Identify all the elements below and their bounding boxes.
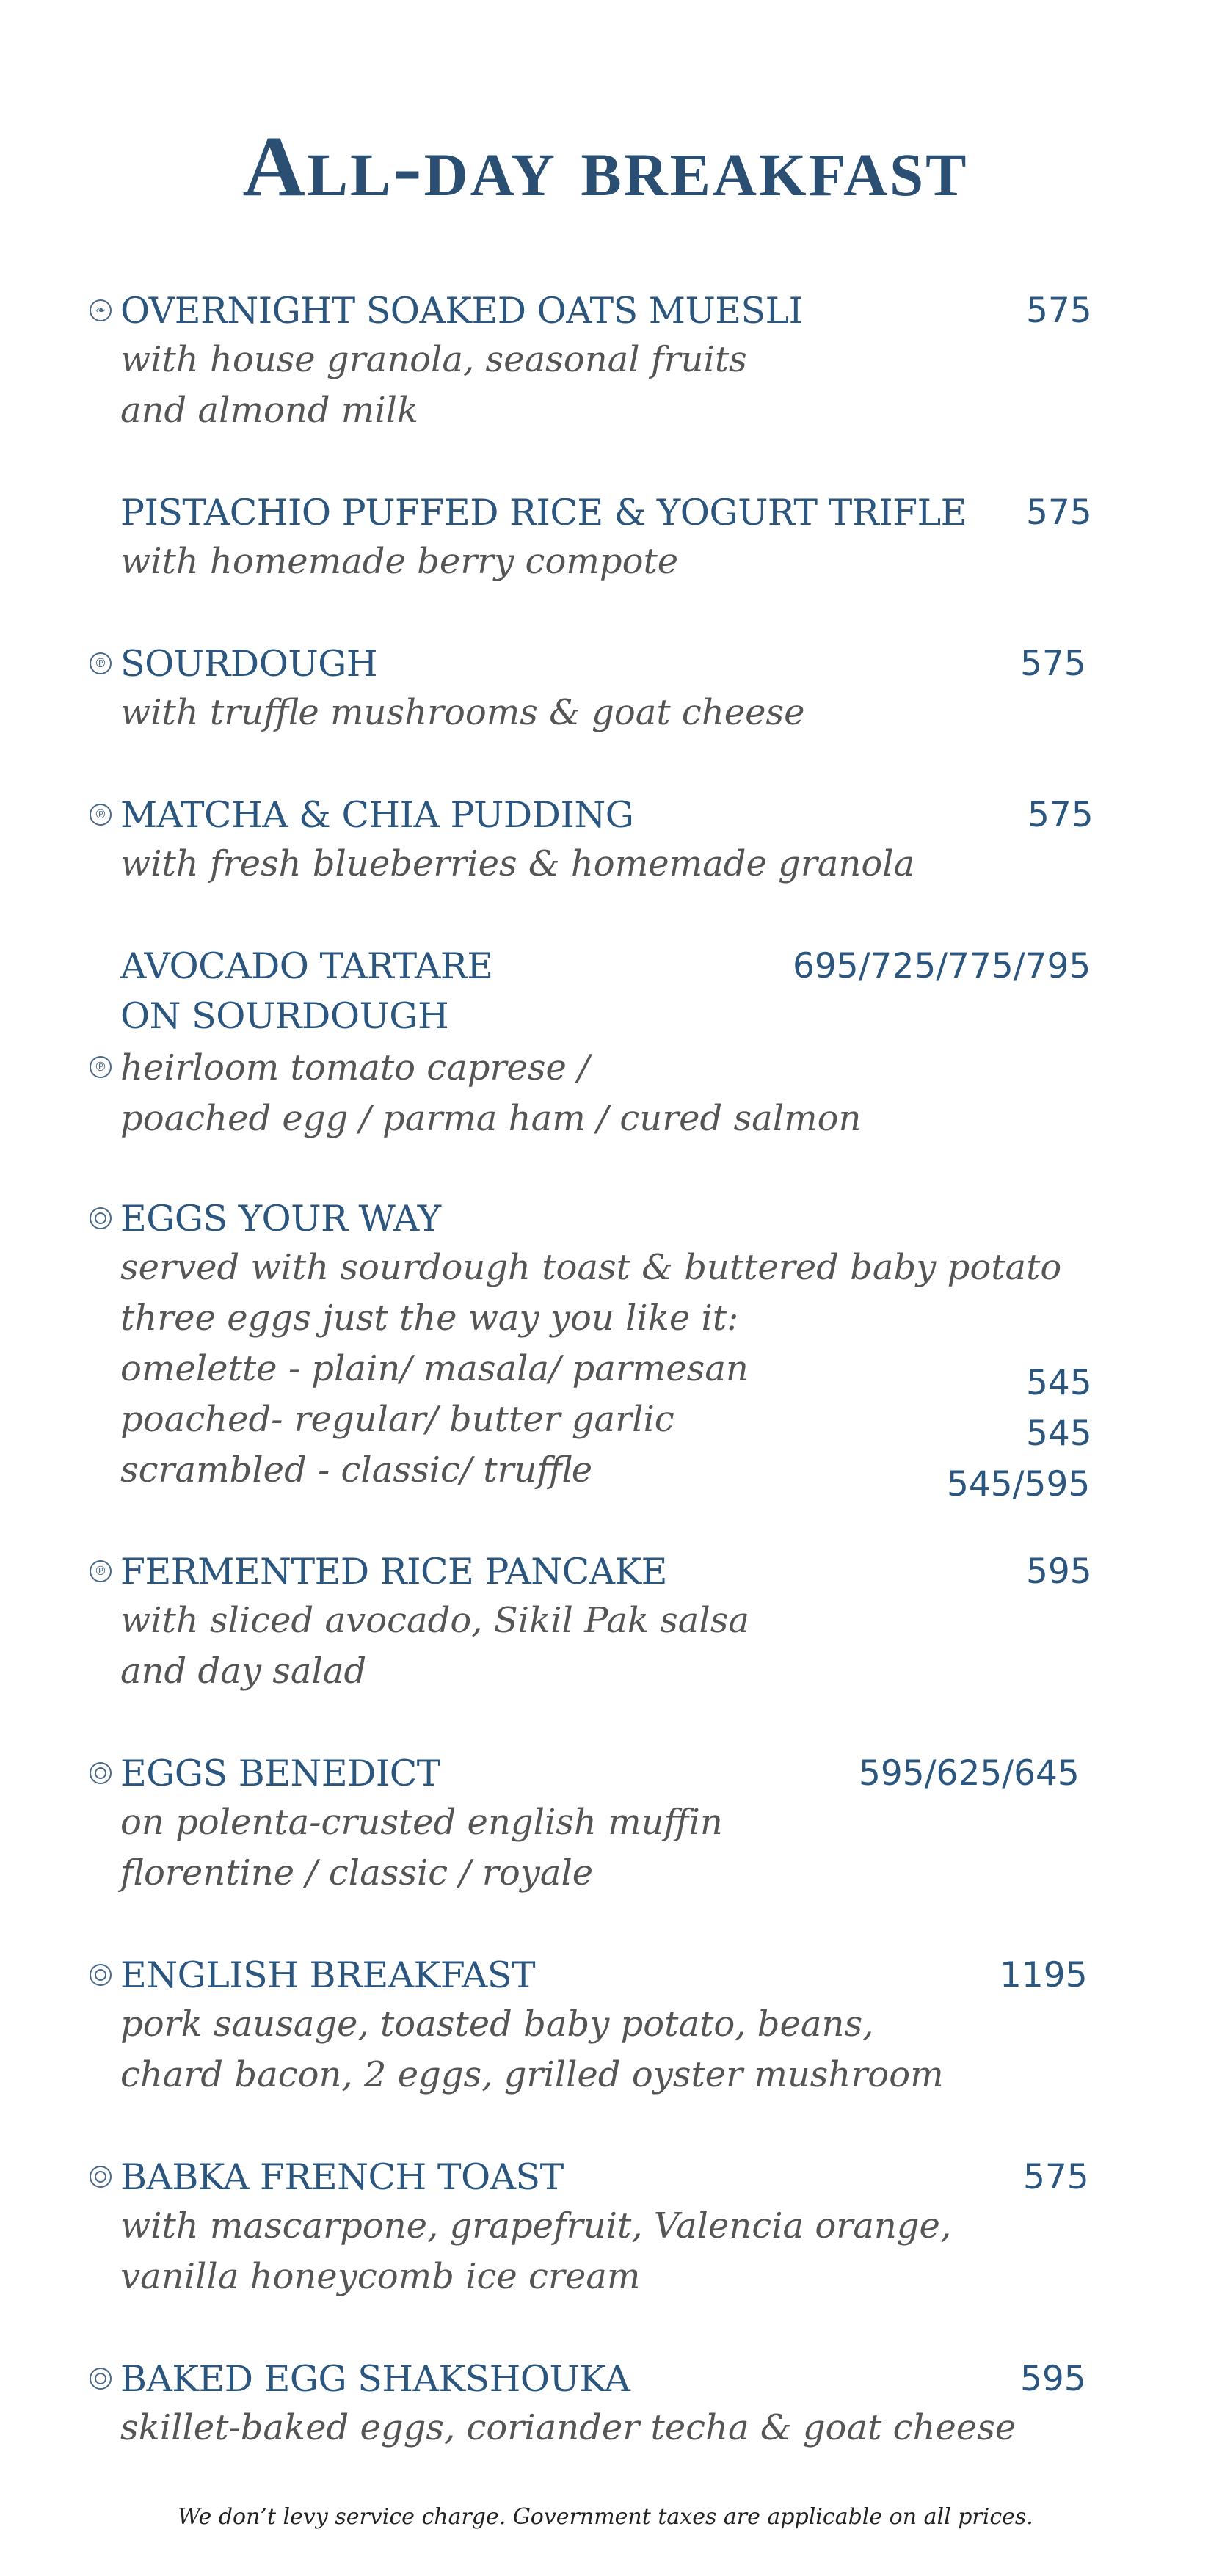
item-description: poached- regular/ butter garlic [120, 1399, 674, 1440]
item-description: omelette - plain/ masala/ parmesan [120, 1348, 749, 1389]
item-price: 575 [1026, 291, 1092, 331]
item-price: 545/595 [947, 1464, 1091, 1505]
item-name: OVERNIGHT SOAKED OATS MUESLI [120, 290, 803, 332]
item-name: EGGS YOUR WAY [120, 1198, 441, 1240]
item-price: 575 [1028, 795, 1094, 835]
item-description: with sliced avocado, Sikil Pak salsa [120, 1600, 750, 1641]
item-description: with mascarpone, grapefruit, Valencia orange, [120, 2205, 952, 2246]
item-description: served with sourdough toast & buttered baby potato [120, 1247, 1062, 1288]
item-description: skillet-baked eggs, coriander techa & goat cheese [120, 2407, 1017, 2448]
item-name: EGGS BENEDICT [120, 1753, 440, 1794]
item-name: MATCHA & CHIA PUDDING [120, 794, 634, 836]
item-description: poached egg / parma ham / cured salmon [120, 1098, 862, 1139]
item-name: SOURDOUGH [120, 643, 378, 685]
item-name: AVOCADO TARTARE [120, 945, 493, 987]
item-description: on polenta-crusted english muffin [120, 1802, 723, 1843]
item-description: scrambled - classic/ truffle [120, 1449, 593, 1491]
item-name: FERMENTED RICE PANCAKE [120, 1551, 667, 1593]
footer-note: We don’t levy service charge. Government taxes are applicable on all prices. [178, 2504, 1033, 2530]
item-price: 595 [1026, 1551, 1092, 1592]
item-price: 575 [1020, 644, 1086, 684]
wheat-icon: ℗ [90, 1056, 112, 1078]
item-price: 575 [1023, 2157, 1089, 2197]
item-price: 695/725/775/795 [793, 946, 1091, 986]
egg-icon [90, 1762, 112, 1784]
item-price: 595/625/645 [859, 1753, 1080, 1794]
item-price: 545 [1026, 1363, 1092, 1403]
leaf-icon: ❧ [90, 299, 112, 321]
item-name: BABKA FRENCH TOAST [120, 2156, 564, 2198]
egg-icon [90, 1207, 112, 1229]
item-description: three eggs just the way you like it: [120, 1298, 739, 1339]
item-description: pork sausage, toasted baby potato, beans, [120, 2004, 874, 2045]
item-description: heirloom tomato caprese / [120, 1047, 590, 1088]
item-description: chard bacon, 2 eggs, grilled oyster mushroom [120, 2054, 944, 2095]
item-description: vanilla honeycomb ice cream [120, 2256, 641, 2297]
item-description: florentine / classic / royale [120, 1852, 594, 1893]
item-name: ENGLISH BREAKFAST [120, 1954, 536, 1996]
egg-icon [90, 1964, 112, 1986]
item-price: 1195 [1000, 1955, 1088, 1995]
item-description: and almond milk [120, 390, 419, 431]
item-description: with fresh blueberries & homemade granola [120, 843, 915, 884]
egg-icon [90, 2368, 112, 2390]
item-description: with truffle mushrooms & goat cheese [120, 692, 805, 733]
item-description: and day salad [120, 1651, 367, 1692]
item-name: ON SOURDOUGH [120, 995, 449, 1037]
wheat-icon: ℗ [90, 652, 112, 674]
wheat-icon: ℗ [90, 1560, 112, 1582]
item-name: PISTACHIO PUFFED RICE & YOGURT TRIFLE [120, 492, 967, 534]
item-description: with house granola, seasonal fruits [120, 339, 747, 380]
item-price: 595 [1020, 2359, 1086, 2399]
page-title: All-day breakfast [242, 118, 969, 214]
item-name: BAKED EGG SHAKSHOUKA [120, 2358, 630, 2400]
egg-icon [90, 2166, 112, 2188]
item-price: 575 [1026, 492, 1092, 533]
item-price: 545 [1026, 1413, 1092, 1454]
item-description: with homemade berry compote [120, 541, 679, 582]
wheat-icon: ℗ [90, 804, 112, 826]
